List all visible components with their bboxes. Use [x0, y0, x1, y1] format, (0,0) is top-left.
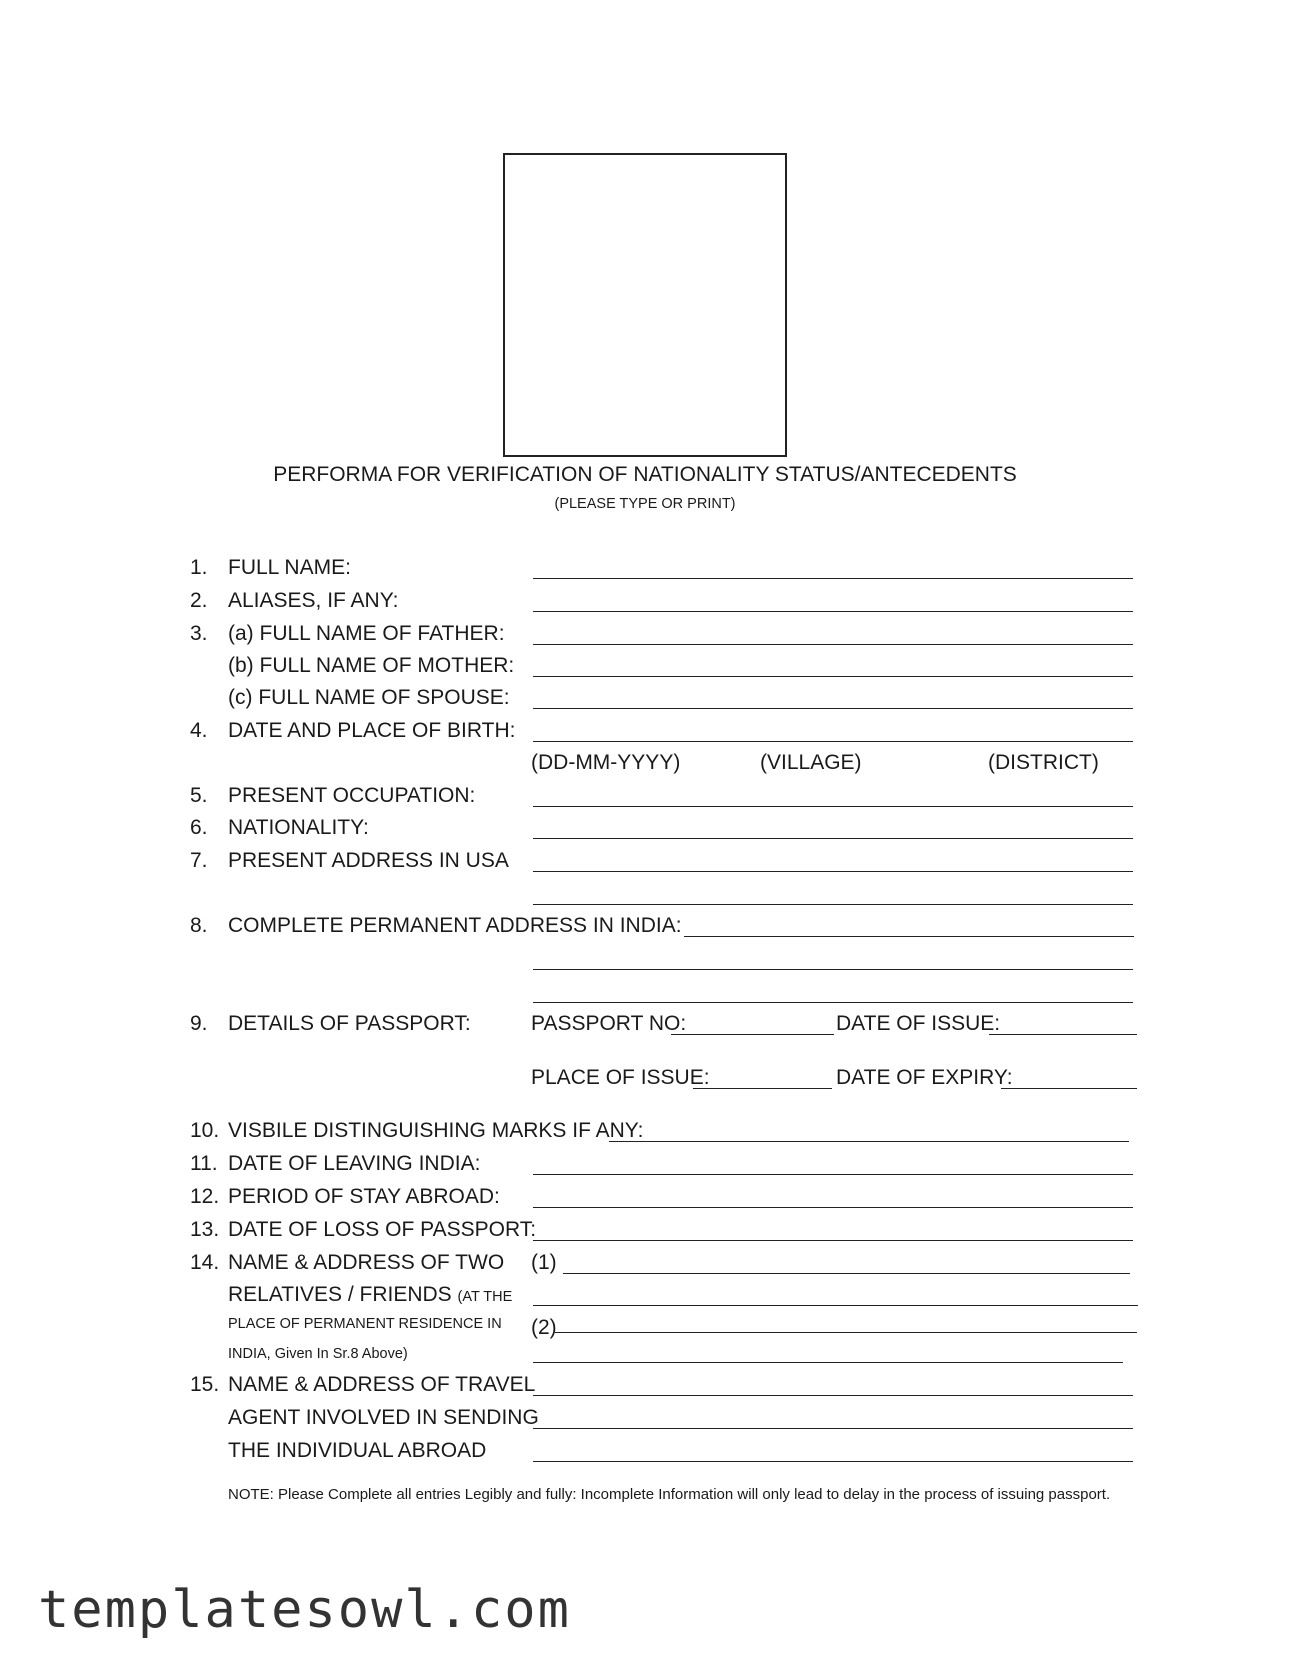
- item-number: 1.: [190, 556, 208, 579]
- stay-period-line[interactable]: [533, 1207, 1133, 1208]
- leaving-date-line[interactable]: [533, 1174, 1133, 1175]
- label-occupation: PRESENT OCCUPATION:: [228, 784, 476, 807]
- date-expiry-label: DATE OF EXPIRY:: [836, 1066, 1013, 1089]
- relatives-friends-text: RELATIVES / FRIENDS: [228, 1283, 452, 1306]
- item-number: 11.: [190, 1152, 218, 1175]
- marks-line[interactable]: [609, 1141, 1129, 1142]
- travel-agent-line-1[interactable]: [533, 1395, 1133, 1396]
- item-number: 8.: [190, 914, 208, 937]
- relative-1-marker: (1): [531, 1251, 557, 1274]
- date-issue-label: DATE OF ISSUE:: [836, 1012, 1001, 1035]
- india-address-line-2[interactable]: [533, 969, 1133, 970]
- label-loss-date: DATE OF LOSS OF PASSPORT:: [228, 1218, 537, 1241]
- dob-format-hint: (DD-MM-YYYY): [531, 751, 681, 774]
- date-expiry-line[interactable]: [1001, 1088, 1137, 1089]
- passport-no-label: PASSPORT NO:: [531, 1012, 687, 1035]
- usa-address-line-1[interactable]: [533, 871, 1133, 872]
- usa-address-line-2[interactable]: [533, 904, 1133, 905]
- travel-agent-line-2[interactable]: [533, 1428, 1133, 1429]
- item-number: 9.: [190, 1012, 208, 1035]
- india-address-line-3[interactable]: [533, 1002, 1133, 1003]
- label-travel-agent-2: AGENT INVOLVED IN SENDING: [228, 1406, 539, 1429]
- india-address-line-1[interactable]: [684, 936, 1134, 937]
- label-mother-name: (b) FULL NAME OF MOTHER:: [228, 654, 515, 677]
- label-travel-agent-3: THE INDIVIDUAL ABROAD: [228, 1439, 487, 1462]
- item-number: 5.: [190, 784, 208, 807]
- item-number: 12.: [190, 1185, 220, 1208]
- watermark: templatesowl.com: [38, 1580, 571, 1640]
- label-spouse-name: (c) FULL NAME OF SPOUSE:: [228, 686, 510, 709]
- form-title: PERFORMA FOR VERIFICATION OF NATIONALITY STATUS/ANTECEDENTS: [273, 463, 1017, 486]
- photo-box: [503, 153, 787, 457]
- birth-line[interactable]: [533, 741, 1133, 742]
- label-travel-agent-1: NAME & ADDRESS OF TRAVEL: [228, 1373, 536, 1396]
- label-relatives-1: NAME & ADDRESS OF TWO: [228, 1251, 505, 1274]
- label-relatives-3: PLACE OF PERMANENT RESIDENCE IN: [228, 1316, 502, 1332]
- loss-date-line[interactable]: [533, 1240, 1133, 1241]
- relative-2-marker: (2): [531, 1316, 557, 1339]
- label-nationality: NATIONALITY:: [228, 816, 369, 839]
- label-birth: DATE AND PLACE OF BIRTH:: [228, 719, 516, 742]
- nationality-line[interactable]: [533, 838, 1133, 839]
- relative-2-line[interactable]: [555, 1332, 1137, 1333]
- item-number: 6.: [190, 816, 208, 839]
- relative-2-line-2[interactable]: [533, 1362, 1123, 1363]
- label-marks: VISBILE DISTINGUISHING MARKS IF ANY:: [228, 1119, 644, 1142]
- father-name-line[interactable]: [533, 644, 1133, 645]
- mother-name-line[interactable]: [533, 676, 1133, 677]
- item-number: 7.: [190, 849, 208, 872]
- item-number: 4.: [190, 719, 208, 742]
- item-number: 13.: [190, 1218, 220, 1241]
- label-full-name: FULL NAME:: [228, 556, 351, 579]
- date-issue-line[interactable]: [989, 1034, 1137, 1035]
- village-hint: (VILLAGE): [760, 751, 862, 774]
- label-aliases: ALIASES, IF ANY:: [228, 589, 399, 612]
- item-number: 3.: [190, 622, 208, 645]
- relative-1-line-2[interactable]: [533, 1305, 1138, 1306]
- item-number: 15.: [190, 1373, 220, 1396]
- item-number: 10.: [190, 1119, 220, 1142]
- label-father-name: (a) FULL NAME OF FATHER:: [228, 622, 505, 645]
- label-india-address: COMPLETE PERMANENT ADDRESS IN INDIA:: [228, 914, 682, 937]
- label-leaving-date: DATE OF LEAVING INDIA:: [228, 1152, 481, 1175]
- item-number: 2.: [190, 589, 208, 612]
- spouse-name-line[interactable]: [533, 708, 1133, 709]
- label-passport: DETAILS OF PASSPORT:: [228, 1012, 471, 1035]
- label-relatives-2: [228, 1283, 512, 1307]
- at-the-text: (AT THE: [457, 1289, 513, 1305]
- aliases-line[interactable]: [533, 611, 1133, 612]
- label-relatives-4: INDIA, Given In Sr.8 Above): [228, 1346, 408, 1362]
- label-stay-period: PERIOD OF STAY ABROAD:: [228, 1185, 500, 1208]
- district-hint: (DISTRICT): [988, 751, 1099, 774]
- occupation-line[interactable]: [533, 806, 1133, 807]
- label-usa-address: PRESENT ADDRESS IN USA: [228, 849, 509, 872]
- full-name-line[interactable]: [533, 578, 1133, 579]
- form-subtitle: (PLEASE TYPE OR PRINT): [554, 496, 736, 512]
- passport-no-line[interactable]: [671, 1034, 834, 1035]
- place-issue-line[interactable]: [693, 1088, 832, 1089]
- item-number: 14.: [190, 1251, 220, 1274]
- relative-1-line[interactable]: [563, 1273, 1130, 1274]
- place-issue-label: PLACE OF ISSUE:: [531, 1066, 710, 1089]
- form-note: NOTE: Please Complete all entries Legibly and fully: Incomplete Information will only lead to delay in the process of issuing passport.: [228, 1486, 1111, 1503]
- travel-agent-line-3[interactable]: [533, 1461, 1133, 1462]
